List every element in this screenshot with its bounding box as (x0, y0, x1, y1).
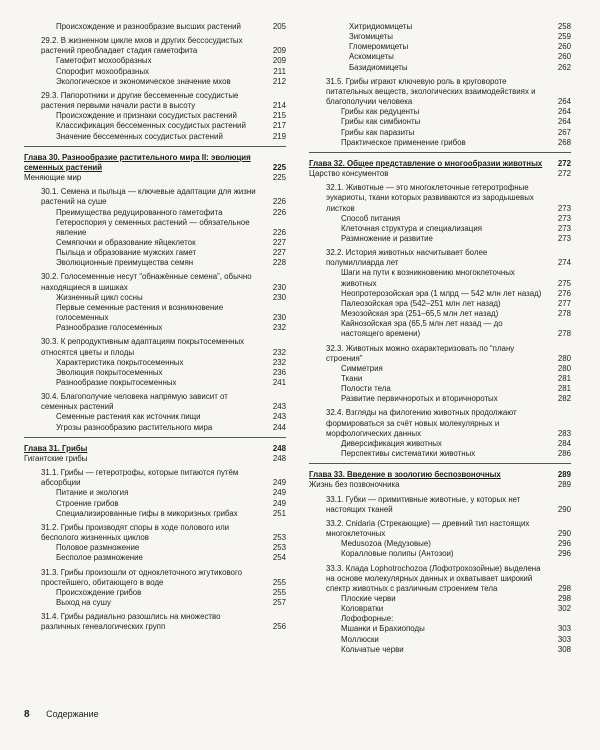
toc-entry (24, 612, 286, 632)
toc-entry-page: 226 (272, 197, 286, 207)
toc-entry-page: 227 (272, 248, 286, 258)
toc-entry-title: Неопротерозойская эра (1 млрд — 542 млн лет назад) (341, 288, 542, 298)
toc-entry-title: 30.3. К репродуктивным адаптациям покрытосеменных относятся цветы и плоды (41, 337, 245, 357)
toc-entry (309, 63, 571, 73)
toc-entry-page: 226 (272, 207, 286, 217)
toc-entry-title: Меняющие мир (24, 173, 82, 183)
toc-entry (309, 614, 571, 624)
toc-entry-title: Коловратки (341, 604, 384, 614)
toc-entry-title: Коралловые полипы (Антозои) (341, 549, 454, 559)
toc-entry-title: Жизнь без позвоночника (309, 480, 400, 490)
toc-entry (309, 384, 571, 394)
toc-entry (24, 337, 286, 357)
toc-entry-page: 277 (557, 298, 571, 308)
toc-entry (24, 368, 286, 378)
toc-entry-title: Палеозойская эра (542–251 млн лет назад) (341, 298, 501, 308)
toc-entry-title: Гетероспория у семенных растений — обязательное явление (56, 217, 250, 237)
toc-entry (24, 132, 286, 142)
toc-entry-page: 264 (557, 117, 571, 127)
toc-entry-page: 230 (272, 282, 286, 292)
toc-entry-title: Лофофорные: (341, 614, 394, 624)
toc-entry (309, 32, 571, 42)
toc-entry-title: Зигомицеты (349, 32, 393, 42)
toc-entry-title: Размножение и развитие (341, 233, 433, 243)
toc-entry (24, 293, 286, 303)
chapter-divider (309, 152, 571, 153)
toc-entry (309, 480, 571, 490)
toc-entry-page: 230 (272, 313, 286, 323)
toc-entry-page: 249 (272, 488, 286, 498)
page-number: 8 (24, 709, 30, 720)
toc-entry (24, 248, 286, 258)
toc-entry-title: 31.4. Грибы радиально разошлись на множество различных генеалогических групп (41, 612, 221, 632)
toc-entry-title: Гломеромицеты (349, 42, 409, 52)
toc-entry-page: 298 (557, 583, 571, 593)
toc-entry-page: 283 (557, 428, 571, 438)
toc-entry-title: Medusozoa (Медузовые) (341, 539, 431, 549)
toc-entry-page: 302 (557, 604, 571, 614)
toc-entry-title: Специализированные гифы в микоризных грибах (56, 508, 238, 518)
page-footer (24, 709, 99, 720)
toc-entry-title: Глава 33. Введение в зоологию беспозвоночных (309, 470, 501, 480)
section-title: Содержание (46, 709, 99, 719)
toc-entry-page: 243 (272, 402, 286, 412)
toc-entry-page: 217 (272, 121, 286, 131)
toc-entry-title: Плоские черви (341, 593, 396, 603)
toc-entry (24, 173, 286, 183)
toc-entry-page: 289 (557, 470, 571, 480)
toc-entry (24, 67, 286, 77)
toc-entry-page: 264 (557, 107, 571, 117)
toc-entry-page: 249 (272, 498, 286, 508)
toc-entry (24, 392, 286, 412)
toc-entry-title: Грибы как симбионты (341, 117, 421, 127)
toc-entry-title: Ткани (341, 374, 363, 383)
toc-entry-page: 289 (557, 480, 571, 490)
toc-entry (24, 36, 286, 56)
toc-entry-title: Развитие первичноротых и вторичноротых (341, 394, 498, 404)
toc-entry (309, 394, 571, 404)
toc-entry (309, 604, 571, 614)
toc-right-column (309, 22, 571, 655)
toc-entry (24, 303, 286, 323)
toc-entry (309, 299, 571, 309)
toc-entry-page: 282 (557, 394, 571, 404)
toc-entry (24, 598, 286, 608)
toc-entry-title: Кайнозойская эра (65,5 млн лет назад — до настоящего времени) (341, 319, 503, 339)
toc-entry (24, 208, 286, 218)
toc-entry-page: 248 (272, 443, 286, 453)
toc-entry-title: 32.4. Взгляды на филогению животных продолжают формироваться за счёт новых молекулярных и морфологических данных (326, 408, 517, 438)
toc-entry (309, 214, 571, 224)
toc-entry (309, 107, 571, 117)
toc-entry-page: 254 (272, 553, 286, 563)
toc-entry (309, 224, 571, 234)
toc-entry (24, 468, 286, 488)
toc-entry-page: 253 (272, 543, 286, 553)
toc-entry (309, 319, 571, 339)
toc-entry-title: 31.3. Грибы произошли от одноклеточного жгутикового простейшего, обитающего в воде (41, 567, 243, 587)
toc-entry-page: 278 (557, 329, 571, 339)
toc-entry-page: 232 (272, 323, 286, 333)
chapter-divider (24, 146, 286, 147)
toc-entry-page: 290 (557, 529, 571, 539)
toc-entry (24, 378, 286, 388)
toc-entry-page: 278 (557, 309, 571, 319)
toc-entry (24, 454, 286, 464)
toc-entry (309, 539, 571, 549)
toc-entry-page: 273 (557, 233, 571, 243)
toc-entry-page: 244 (272, 422, 286, 432)
toc-entry (309, 77, 571, 107)
toc-entry-title: 31.5. Грибы играют ключевую роль в круговороте питательных веществ, экологических взаимодействиях и благополучии человека (326, 76, 536, 107)
toc-entry-page: 274 (557, 258, 571, 268)
toc-entry (24, 423, 286, 433)
toc-entry-page: 296 (557, 549, 571, 559)
toc-entry-title: Происхождение и разнообразие высших растений (56, 22, 241, 31)
toc-entry-page: 272 (557, 158, 571, 168)
toc-entry-title: Моллюски (341, 634, 379, 644)
toc-entry-page: 259 (557, 32, 571, 42)
chapter-heading (309, 159, 571, 169)
toc-entry-page: 281 (557, 384, 571, 394)
toc-entry-title: Строение грибов (56, 498, 119, 508)
toc-entry-page: 286 (557, 449, 571, 459)
toc-entry-title: Аскомицеты (349, 52, 394, 62)
toc-entry-page: 276 (557, 288, 571, 298)
toc-entry-page: 255 (272, 577, 286, 587)
toc-entry-title: Характеристика покрытосеменных (56, 357, 184, 367)
toc-entry-page: 264 (557, 97, 571, 107)
toc-entry-title: Разнообразие покрытосеменных (56, 378, 177, 387)
toc-entry-title: Половое размножение (56, 543, 140, 553)
toc-entry-page: 214 (272, 101, 286, 111)
toc-entry-title: Спорофит мохообразных (56, 66, 149, 76)
toc-entry (24, 509, 286, 519)
toc-entry-title: Практическое применение грибов (341, 137, 466, 147)
toc-entry-title: Грибы как паразиты (341, 127, 415, 137)
toc-entry-title: 33.2. Cnidaria (Стрекающие) — древний тип настоящих многоклеточных (326, 518, 530, 539)
toc-entry (309, 183, 571, 213)
chapter-divider (309, 463, 571, 464)
toc-entry-page: 212 (272, 76, 286, 86)
toc-entry (24, 543, 286, 553)
toc-entry-page: 209 (272, 56, 286, 66)
toc-entry-title: 29.2. В жизненном цикле мхов и других бессосудистых растений преобладает стадия гаметофита (41, 36, 243, 56)
toc-entry-page: 225 (272, 162, 286, 172)
toc-entry-title: Грибы как редуценты (341, 107, 420, 117)
toc-entry-page: 215 (272, 111, 286, 121)
toc-entry (309, 52, 571, 62)
toc-entry (24, 238, 286, 248)
toc-entry-title: Эволюционные преимущества семян (56, 258, 194, 268)
toc-entry-page: 260 (557, 52, 571, 62)
toc-entry-title: Перспективы систематики животных (341, 449, 476, 459)
toc-entry-page: 243 (272, 412, 286, 422)
toc-entry (309, 169, 571, 179)
toc-entry (24, 272, 286, 292)
toc-entry-title: Классификация бессеменных сосудистых растений (56, 121, 246, 131)
toc-entry-title: Преимущества редуцированного гаметофита (56, 207, 223, 217)
toc-entry (309, 128, 571, 138)
toc-entry-page: 298 (557, 593, 571, 603)
toc-entry-title: 32.1. Животные — это многоклеточные гетеротрофные эукариоты, ткани которых развиваются из зародышевых листков (326, 183, 534, 213)
toc-entry (309, 117, 571, 127)
toc-entry-title: Мезозойская эра (251–65,5 млн лет назад) (341, 309, 499, 319)
toc-entry-title: 32.2. История животных насчитывает более полумиллиарда лет (326, 248, 488, 268)
toc-entry (24, 22, 286, 32)
toc-entry-page: 260 (557, 42, 571, 52)
toc-entry (309, 22, 571, 32)
toc-entry-title: Глава 32. Общее представление о многообразии животных (309, 158, 543, 168)
toc-entry-page: 205 (272, 22, 286, 31)
chapter-heading (24, 153, 286, 173)
toc-entry-page: 275 (557, 278, 571, 288)
toc-entry-title: Семенные растения как источник пищи (56, 412, 201, 422)
toc-entry (309, 495, 571, 515)
toc-entry-title: Экологическое и экономическое значение мхов (56, 76, 231, 86)
toc-entry (309, 374, 571, 384)
toc-entry-title: Кольчатые черви (341, 644, 404, 654)
toc-entry-page: 273 (557, 213, 571, 223)
toc-entry-page: 290 (557, 504, 571, 514)
toc-entry (309, 439, 571, 449)
toc-entry-page: 228 (272, 258, 286, 268)
chapter-heading (24, 444, 286, 454)
chapter-heading (309, 470, 571, 480)
toc-entry-page: 308 (557, 644, 571, 654)
toc-entry-title: Мшанки и Брахиоподы (341, 624, 425, 634)
toc-entry (309, 408, 571, 438)
toc-entry (24, 187, 286, 207)
toc-entry (309, 248, 571, 268)
toc-entry-page: 257 (272, 597, 286, 607)
toc-entry (24, 358, 286, 368)
toc-entry-title: Жизненный цикл сосны (56, 292, 143, 302)
toc-entry-title: 30.2. Голосеменные несут “обнажённые семена”, обычно находящиеся в шишках (41, 272, 252, 292)
toc-entry-page: 272 (557, 169, 571, 179)
toc-entry-title: 32.3. Животных можно охарактеризовать по “плану строения” (326, 343, 515, 363)
toc-entry-title: Симметрия (341, 363, 383, 373)
toc-entry-title: 31.1. Грибы — гетеротрофы, которые питаются путём абсорбции (41, 468, 239, 488)
toc-entry-title: Шаги на пути к возникновению многоклеточных животных (341, 268, 515, 288)
toc-entry-title: 30.1. Семена и пыльца — ключевые адаптации для жизни растений на суше (41, 187, 256, 207)
toc-entry-page: 296 (557, 539, 571, 549)
toc-entry-title: Бесполое размножение (56, 553, 143, 563)
toc-entry (24, 77, 286, 87)
toc-entry-page: 248 (272, 453, 286, 463)
toc-entry-title: Полости тела (341, 384, 391, 394)
toc-entry-page: 241 (272, 378, 286, 387)
toc-entry-page: 284 (557, 438, 571, 448)
toc-entry (309, 234, 571, 244)
toc-entry-page: 226 (272, 227, 286, 237)
toc-entry (24, 523, 286, 543)
toc-entry (24, 111, 286, 121)
toc-entry-page: 219 (272, 131, 286, 141)
toc-entry (24, 91, 286, 111)
toc-entry (24, 553, 286, 563)
toc-entry-page: 273 (557, 223, 571, 233)
toc-entry (24, 488, 286, 498)
toc-entry-title: Разнообразие голосеменных (56, 323, 163, 333)
toc-entry (24, 56, 286, 66)
toc-left-column (24, 22, 286, 632)
toc-entry-page: 256 (272, 622, 286, 632)
toc-entry-page: 230 (272, 292, 286, 302)
toc-entry (309, 138, 571, 148)
chapter-divider (24, 437, 286, 438)
toc-entry (309, 594, 571, 604)
toc-entry-title: Диверсификация животных (341, 438, 442, 448)
toc-entry-title: Клеточная структура и специализация (341, 223, 483, 233)
toc-entry-page: 251 (272, 508, 286, 518)
toc-entry-title: 31.2. Грибы производят споры в ходе полового или бесполого жизненных циклов (41, 522, 230, 543)
toc-entry-page: 255 (272, 587, 286, 597)
toc-entry (309, 364, 571, 374)
toc-entry-page: 232 (272, 357, 286, 367)
toc-entry-page: 303 (557, 634, 571, 644)
toc-entry-page: 211 (273, 66, 286, 76)
toc-entry-page: 280 (557, 363, 571, 373)
toc-entry (309, 564, 571, 594)
toc-entry-title: 30.4. Благополучие человека напрямую зависит от семенных растений (41, 392, 228, 412)
toc-entry-title: 29.3. Папоротники и другие бессеменные сосудистые растения первыми начали расти в высоту (41, 90, 239, 111)
toc-entry (309, 635, 571, 645)
toc-entry (24, 323, 286, 333)
toc-entry-page: 249 (272, 478, 286, 488)
toc-entry (24, 258, 286, 268)
toc-entry-title: Пыльца и образование мужских гамет (56, 248, 197, 258)
toc-entry (309, 344, 571, 364)
toc-entry-page: 273 (557, 203, 571, 213)
toc-entry (309, 449, 571, 459)
toc-entry-title: Происхождение и признаки сосудистых растений (56, 111, 237, 121)
toc-entry (24, 412, 286, 422)
toc-entry-title: Значение бессеменных сосудистых растений (56, 131, 223, 141)
toc-entry-title: Царство консументов (309, 169, 389, 179)
toc-entry-title: Хитридиомицеты (349, 22, 413, 31)
toc-entry-page: 267 (557, 127, 571, 137)
toc-entry (24, 218, 286, 238)
toc-entry-page: 262 (557, 62, 571, 72)
toc-entry-title: 33.3. Клада Lophotrochozoa (Лофотрохозойные) выделена на основе молекулярных данных и охватывает широкий спектр животных с различным строением тела (326, 563, 541, 593)
toc-entry (309, 289, 571, 299)
toc-entry-title: Выход на сушу (56, 597, 111, 607)
toc-entry-title: Первые семенные растения и возникновение голосеменных (56, 302, 224, 323)
toc-entry-title: 33.1. Губки — примитивные животные, у которых нет настоящих тканей (326, 494, 521, 514)
toc-entry-page: 253 (272, 533, 286, 543)
toc-entry-title: Базидиомицеты (349, 62, 408, 72)
toc-entry-title: Семяпочки и образование яйцеклеток (56, 237, 196, 247)
toc-entry (309, 549, 571, 559)
toc-entry-page: 280 (557, 353, 571, 363)
toc-entry (24, 568, 286, 588)
toc-entry (24, 121, 286, 131)
toc-entry (309, 268, 571, 288)
toc-entry-page: 209 (272, 46, 286, 56)
toc-entry-page: 281 (557, 374, 571, 383)
toc-entry-title: Глава 30. Разнообразие растительного мира II: эволюция семенных растений (24, 152, 251, 172)
toc-entry-title: Питание и экология (56, 488, 129, 498)
toc-entry (24, 499, 286, 509)
toc-entry (309, 519, 571, 539)
toc-entry-title: Глава 31. Грибы (24, 443, 88, 453)
toc-entry-page: 232 (272, 347, 286, 357)
toc-entry-title: Гаметофит мохообразных (56, 56, 152, 66)
toc-entry-title: Гигантские грибы (24, 453, 88, 463)
toc-entry (24, 588, 286, 598)
toc-entry-page: 236 (272, 367, 286, 377)
toc-entry-title: Эволюция покрытосеменных (56, 367, 163, 377)
toc-entry-title: Угрозы разнообразию растительного мира (56, 422, 213, 432)
toc-entry-page: 227 (272, 237, 286, 247)
toc-entry (309, 624, 571, 634)
toc-entry-page: 258 (557, 22, 571, 31)
toc-entry-title: Происхождение грибов (56, 587, 142, 597)
toc-entry (309, 309, 571, 319)
toc-entry (309, 42, 571, 52)
toc-entry-title: Способ питания (341, 213, 401, 223)
toc-entry (309, 645, 571, 655)
toc-entry-page: 303 (557, 624, 571, 634)
toc-entry-page: 225 (272, 173, 286, 183)
toc-entry-page: 268 (557, 137, 571, 147)
